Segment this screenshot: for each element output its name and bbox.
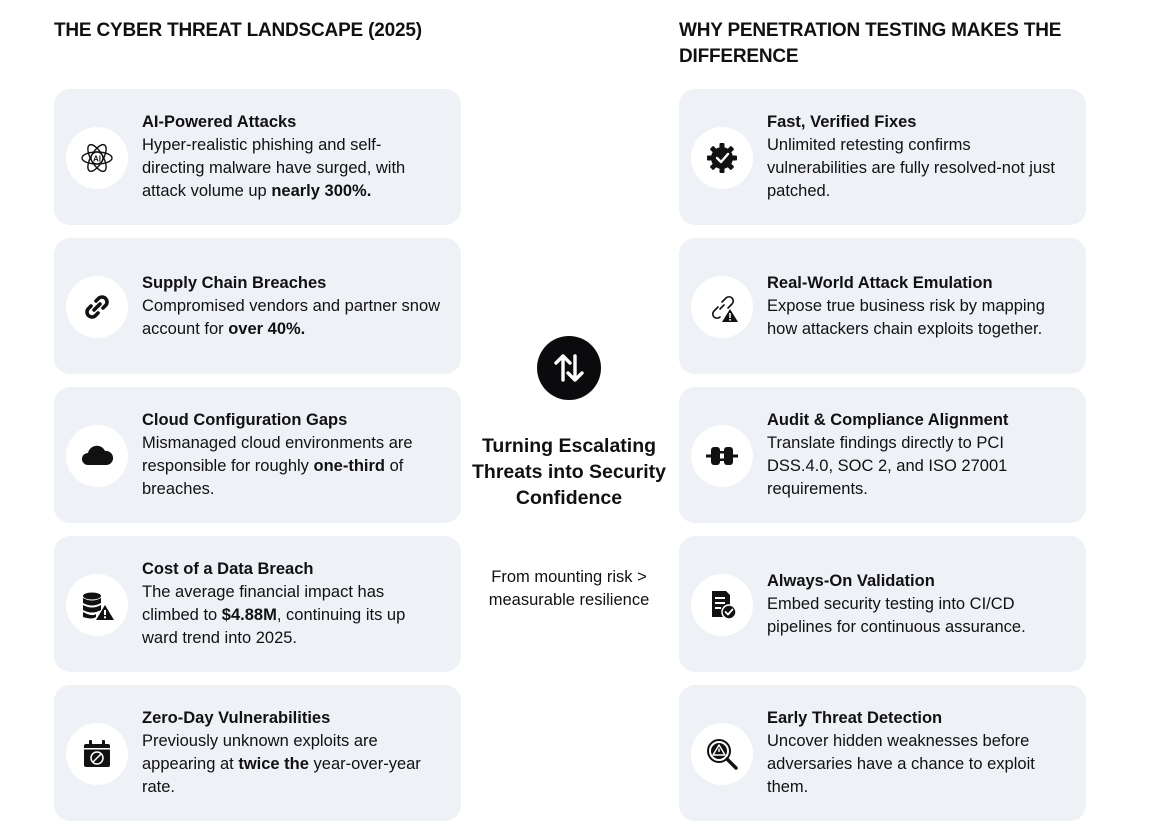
magnifier-alert-icon [691, 723, 753, 785]
card-title: AI-Powered Attacks [142, 113, 297, 131]
cloud-icon [66, 425, 128, 487]
card-body: Hyper-realistic phishing and self-directing malware have surged, with attack volume up nearly 300%. [142, 136, 406, 200]
threat-card-ai-attacks [54, 89, 461, 225]
card-title: Audit & Compliance Alignment [767, 411, 1009, 429]
benefit-card-compliance [679, 387, 1086, 523]
right-column-title: WHY PENETRATION TESTING MAKES THE DIFFERENCE [679, 20, 1062, 67]
gear-check-icon [691, 127, 753, 189]
database-warning-icon [66, 574, 128, 636]
card-title: Fast, Verified Fixes [767, 113, 917, 131]
card-title: Zero-Day Vulnerabilities [142, 709, 331, 727]
card-body: Compromised vendors and partner snow account for over 40%. [142, 296, 441, 338]
card-body: Expose true business risk by mapping how attackers chain exploits together. [767, 296, 1045, 338]
benefit-card-early-detection [679, 685, 1086, 821]
card-title: Cloud Configuration Gaps [142, 411, 348, 429]
card-body: Previously unknown exploits are appearing at twice the year-over-year rate. [142, 732, 421, 796]
benefit-card-fast-fixes [679, 89, 1086, 225]
card-title: Early Threat Detection [767, 709, 943, 727]
center-heading: Turning Escalating Threats into Security Confidence [472, 435, 666, 509]
threat-card-cloud-config [54, 387, 461, 523]
card-body: Mismanaged cloud environments are responsible for roughly one-third of breaches. [142, 434, 413, 498]
threat-card-data-breach-cost [54, 536, 461, 672]
card-title: Real-World Attack Emulation [767, 273, 993, 292]
card-body: Uncover hidden weaknesses before adversaries have a chance to exploit them. [767, 732, 1035, 796]
card-title: Supply Chain Breaches [142, 273, 327, 292]
svg-text:AI: AI [93, 154, 101, 164]
card-body: Embed security testing into CI/CD pipelines for continuous assurance. [767, 594, 1026, 636]
document-check-icon [691, 574, 753, 636]
broken-link-warning-icon [691, 276, 753, 338]
card-body: Translate findings directly to PCI DSS.4.0, SOC 2, and ISO 27001 requirements. [767, 434, 1008, 498]
plug-connector-icon [691, 425, 753, 487]
threat-card-supply-chain [54, 238, 461, 374]
card-title: Cost of a Data Breach [142, 560, 314, 578]
left-column-title: THE CYBER THREAT LANDSCAPE (2025) [54, 20, 422, 41]
card-title: Always-On Validation [767, 571, 935, 590]
card-body: Unlimited retesting confirms vulnerabilities are fully resolved-not just patched. [767, 136, 1055, 200]
center-subtext: From mounting risk > measurable resilience [488, 568, 650, 609]
up-down-arrows-icon [537, 336, 601, 400]
chain-link-icon [66, 276, 128, 338]
card-body: The average financial impact has climbed to $4.88M, continuing its up ward trend into 2025. [142, 583, 406, 647]
benefit-card-always-on [679, 536, 1086, 672]
threat-card-zero-day [54, 685, 461, 821]
calendar-bug-icon [66, 723, 128, 785]
ai-atom-icon [66, 127, 128, 189]
benefit-card-attack-emulation [679, 238, 1086, 374]
